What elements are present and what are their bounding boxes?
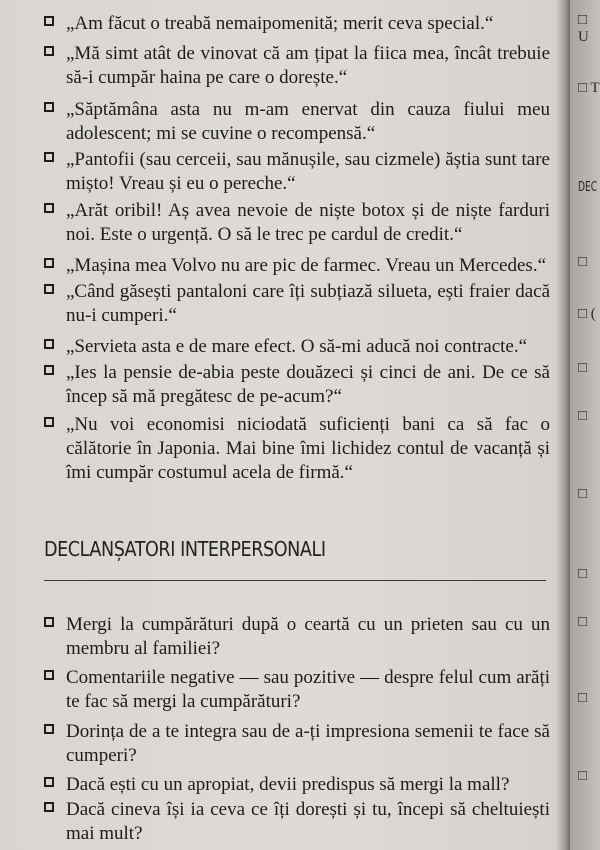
next-page-fragment: □: [578, 254, 588, 270]
page-gutter-shadow: [556, 0, 570, 850]
section-heading: DECLANȘATORI INTERPERSONALI: [44, 537, 326, 561]
next-page-fragment: DEC: [578, 180, 598, 195]
item-text: „Servieta asta e de mare efect. O să-mi aducă noi contracte.“: [66, 336, 528, 357]
item-text: „Când găsești pantaloni care îți subțiază silueta, ești fraier dacă nu-i cumperi.“: [66, 281, 550, 326]
checkbox-icon[interactable]: [44, 417, 54, 427]
next-page-fragment: □ U: [578, 12, 589, 45]
next-page-fragment: □ T: [578, 80, 600, 96]
item-text: „Mă simt atât de vinovat că am țipat la fiica mea, încât trebuie să-i cumpăr haina pe care o dorește.“: [66, 43, 550, 88]
checkbox-icon[interactable]: [44, 365, 54, 375]
next-page-fragment: □: [578, 408, 588, 424]
next-page-fragment: □: [578, 768, 588, 784]
checkbox-icon[interactable]: [44, 339, 54, 349]
item-text: „Mașina mea Volvo nu are pic de farmec. Vreau un Mercedes.“: [66, 255, 547, 276]
checkbox-icon[interactable]: [44, 802, 54, 812]
checkbox-icon[interactable]: [44, 284, 54, 294]
checkbox-icon[interactable]: [44, 102, 54, 112]
checkbox-icon[interactable]: [44, 16, 54, 26]
item-text: „Ies la pensie de-abia peste douăzeci și cinci de ani. De ce să încep să mă pregătesc de pe-acum?“: [66, 362, 550, 407]
item-text: Dacă cineva își ia ceva ce îți dorești și tu, începi să cheltuiești mai mult?: [66, 799, 550, 844]
checkbox-icon[interactable]: [44, 777, 54, 787]
item-text: Mergi la cumpărături după o ceartă cu un prieten sau cu un membru al familiei?: [66, 614, 550, 659]
checkbox-icon[interactable]: [44, 203, 54, 213]
checkbox-icon[interactable]: [44, 152, 54, 162]
item-text: „Nu voi economisi niciodată suficienți bani ca să fac o călătorie în Japonia. Mai bine îmi lichidez contul de vacanță și îmi cumpăr costumul acela de firmă.“: [66, 414, 550, 483]
next-page-fragment: □ (: [578, 306, 596, 322]
item-text: „Săptămâna asta nu m-am enervat din cauza fiului meu adolescent; mi se cuvine o recompensă.“: [66, 99, 550, 144]
checkbox-icon[interactable]: [44, 258, 54, 268]
next-page-fragment: □: [578, 614, 588, 630]
next-page-fragment: □: [578, 566, 588, 582]
item-text: Comentariile negative — sau pozitive — despre felul cum arăți te fac să mergi la cumpărături?: [66, 667, 550, 712]
item-text: Dacă ești cu un apropiat, devii predispus să mergi la mall?: [66, 774, 510, 795]
item-text: „Am făcut o treabă nemaipomenită; merit ceva special.“: [66, 13, 494, 34]
next-page-fragment: □: [578, 486, 588, 502]
checkbox-icon[interactable]: [44, 670, 54, 680]
heading-divider: [44, 580, 546, 581]
next-page-edge: [570, 0, 600, 850]
checkbox-icon[interactable]: [44, 724, 54, 734]
item-text: „Arăt oribil! Aș avea nevoie de niște botox și de niște farduri noi. Este o urgență. O să le trec pe cardul de credit.“: [66, 200, 550, 245]
item-text: „Pantofii (sau cerceii, sau mănușile, sau cizmele) ăștia sunt tare mișto! Vreau și eu o pereche.“: [66, 149, 550, 194]
next-page-fragment: □: [578, 690, 588, 706]
next-page-fragment: □: [578, 360, 588, 376]
checkbox-icon[interactable]: [44, 46, 54, 56]
checkbox-icon[interactable]: [44, 617, 54, 627]
item-text: Dorința de a te integra sau de a-ți impresiona semenii te face să cumperi?: [66, 721, 550, 766]
